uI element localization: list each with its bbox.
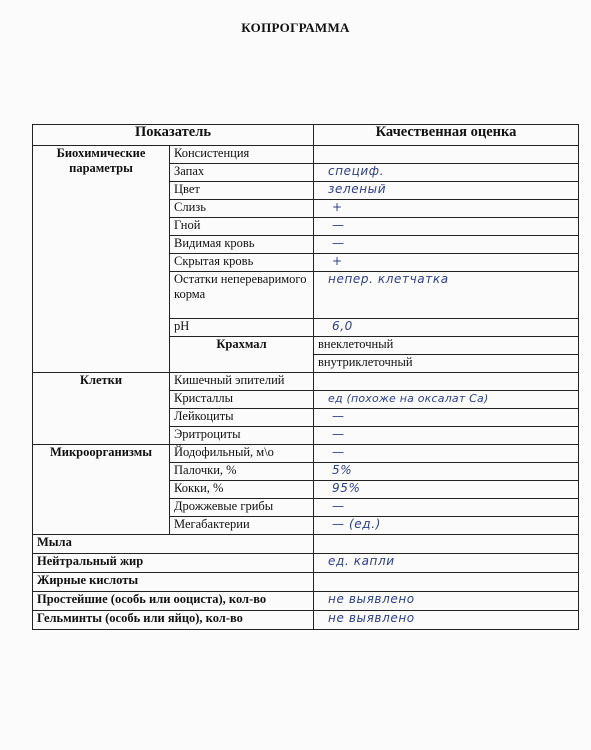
param-value: — (ед.) <box>314 517 579 535</box>
table-row <box>33 535 579 554</box>
table-row <box>33 146 579 164</box>
param-label: pH <box>170 319 314 337</box>
table-row <box>33 373 579 391</box>
param-value: 6,0 <box>314 319 579 337</box>
coprogram-table <box>32 124 579 630</box>
param-value: + <box>314 254 579 272</box>
row-label: Мыла <box>33 535 314 554</box>
table-row <box>33 592 579 611</box>
param-label: Кристаллы <box>170 391 314 409</box>
param-label: Кишечный эпителий <box>170 373 314 391</box>
group-label-biochem: Биохимические параметры <box>33 146 170 373</box>
table-row <box>33 611 579 630</box>
param-value: — <box>314 218 579 236</box>
param-value: ед (похоже на оксалат Ca) <box>314 391 579 409</box>
param-label: Эритроциты <box>170 427 314 445</box>
param-value: специф. <box>314 164 579 182</box>
row-label: Простейшие (особь или ооциста), кол-во <box>33 592 314 611</box>
param-label: Слизь <box>170 200 314 218</box>
row-label: Гельминты (особь или яйцо), кол-во <box>33 611 314 630</box>
row-value: не выявлено <box>314 611 579 630</box>
param-value: — <box>314 409 579 427</box>
param-label: Палочки, % <box>170 463 314 481</box>
param-value <box>314 373 579 391</box>
param-value: — <box>314 427 579 445</box>
param-label: Остатки непереваримого корма <box>170 272 314 319</box>
param-label: Кокки, % <box>170 481 314 499</box>
row-value <box>314 573 579 592</box>
param-label: внеклеточный <box>314 337 579 355</box>
row-label: Жирные кислоты <box>33 573 314 592</box>
row-label: Нейтральный жир <box>33 554 314 573</box>
param-label: внутриклеточный <box>314 355 579 373</box>
param-value: 5% <box>314 463 579 481</box>
param-label: Мегабактерии <box>170 517 314 535</box>
param-value: непер. клетчатка <box>314 272 579 319</box>
table-header-row <box>33 125 579 146</box>
param-value <box>314 146 579 164</box>
group-label-cells: Клетки <box>33 373 170 445</box>
param-label: Йодофильный, м\о <box>170 445 314 463</box>
group-label-starch: Крахмал <box>170 337 314 373</box>
group-label-microorganisms: Микроорганизмы <box>33 445 170 535</box>
table-row <box>33 445 579 463</box>
param-label: Гной <box>170 218 314 236</box>
param-label: Консистенция <box>170 146 314 164</box>
param-value: — <box>314 499 579 517</box>
param-label: Дрожжевые грибы <box>170 499 314 517</box>
header-indicator: Показатель <box>33 125 314 146</box>
param-label: Скрытая кровь <box>170 254 314 272</box>
param-value: — <box>314 236 579 254</box>
row-value: не выявлено <box>314 592 579 611</box>
param-label: Лейкоциты <box>170 409 314 427</box>
param-label: Видимая кровь <box>170 236 314 254</box>
table-row <box>33 554 579 573</box>
header-assessment: Качественная оценка <box>314 125 579 146</box>
param-value: — <box>314 445 579 463</box>
page-title: КОПРОГРАММА <box>241 20 350 35</box>
param-label: Цвет <box>170 182 314 200</box>
table-row <box>33 573 579 592</box>
row-value: ед. капли <box>314 554 579 573</box>
param-label: Запах <box>170 164 314 182</box>
param-value: зеленый <box>314 182 579 200</box>
row-value <box>314 535 579 554</box>
param-value: + <box>314 200 579 218</box>
param-value: 95% <box>314 481 579 499</box>
